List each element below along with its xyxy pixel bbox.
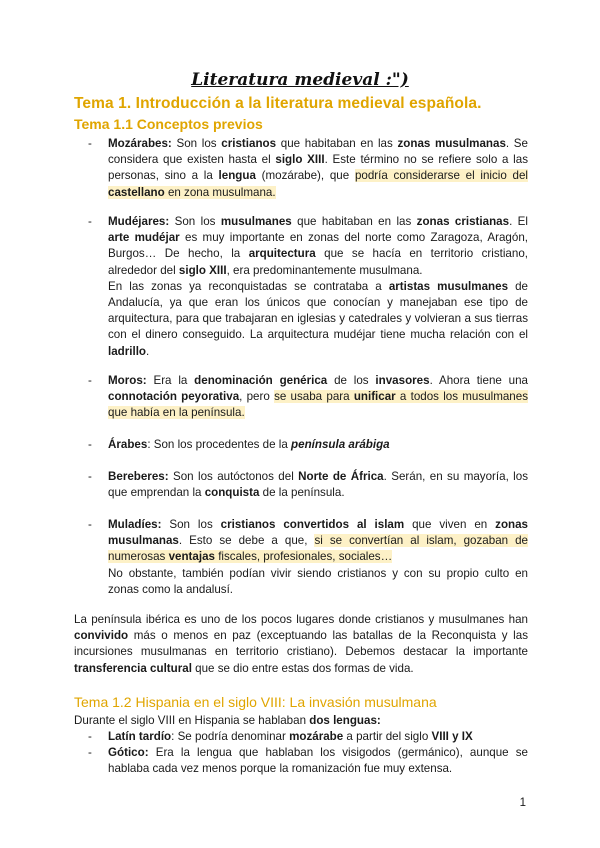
bullet-dash: - [88,215,92,228]
term: Mudéjares: [108,215,170,228]
list-item-bereberes [88,469,528,501]
heading-tema-1-1: Tema 1.1 Conceptos previos [74,116,263,132]
term: Moros: [108,374,147,387]
item-content: Mozárabes: Son los cristianos que habitaban en las zonas musulmanas. Se considera que existen hasta el siglo XIII. Este término no se refiere solo a las personas, sino a la lengua (mozárabe), que podría considerarse el inicio del castellano en zona musulmana. [108,137,529,199]
bullet-dash: - [88,518,92,531]
term: Latín tardío [108,730,172,743]
list-item-arabes [88,437,528,453]
bullet-dash: - [88,137,92,150]
highlight: se usaba para unificar a todos los musulmanes que había en la península. [108,390,528,420]
page-number: 1 [519,797,526,809]
list-item-latin-tardio [88,729,528,745]
bullet-dash: - [88,470,92,483]
term: Árabes [108,438,148,451]
bullet-dash: - [88,438,92,451]
term: Muladíes: [108,518,162,531]
term: Mozárabes: [108,137,172,150]
bullet-dash: - [88,374,92,387]
bullet-dash: - [88,730,92,743]
bullet-dash: - [88,746,92,759]
item-content: Gótico: Era la lengua que hablaban los visigodos (germánico), aunque se hablaba cada vez menos porque la romanización fue muy extensa. [108,746,528,776]
paragraph-peninsula: La península ibérica es uno de los pocos lugares donde cristianos y musulmanes han convivido más o menos en paz (exceptuando las batallas de la Reconquista y las incursiones musulmanas en territorio cristiano). Debemos destacar la importante transferencia cultural que se dio entre estas dos formas de vida. [74,613,528,675]
heading-tema-1-2: Tema 1.2 Hispania en el siglo VIII: La invasión musulmana [74,694,437,710]
paragraph-hispania-intro: Durante el siglo VIII en Hispania se hablaban dos lenguas: [74,714,381,727]
list-item-mozarabes [88,136,528,201]
heading-tema-1: Tema 1. Introducción a la literatura medieval española. [74,95,482,112]
document-title: Literatura medieval :") [191,70,409,90]
item-content: Moros: Era la denominación genérica de los invasores. Ahora tiene una connotación peyorativa, pero se usaba para unificar a todos los musulmanes que había en la península. [108,374,529,420]
item-content: Bereberes: Son los autóctonos del Norte de África. Serán, en su mayoría, los que emprendan la conquista de la península. [108,470,528,500]
term: Gótico: [108,746,149,759]
item-content: Latín tardío: Se podría denominar mozárabe a partir del siglo VIII y IX [108,730,473,743]
term: Bereberes: [108,470,169,483]
list-item-gotico [88,745,528,777]
list-item-muladies [88,517,528,598]
item-content: Árabes: Son los procedentes de la península arábiga [108,438,390,451]
highlight: podría considerarse el inicio del castellano en zona musulmana. [108,169,528,199]
list-item-mudejares [88,214,528,360]
list-item-moros [88,373,528,422]
highlight: si se convertían al islam, gozaban de numerosas ventajas fiscales, profesionales, sociales… [108,534,529,564]
item-content: Muladíes: Son los cristianos convertidos al islam que viven en zonas musulmanas. Esto se debe a que, si se convertían al islam, gozaban de numerosas ventajas fiscales, profesionales, sociales… No obstante, también podían vivir siendo cristianos y con su propio culto en zonas como la andalusí. [108,518,529,596]
item-content: Mudéjares: Son los musulmanes que habitaban en las zonas cristianas. El arte mudéjar es muy importante en zonas del norte como Zaragoza, Aragón, Burgos… De hecho, la arquitectura que se hacía en territorio cristiano, alrededor del siglo XIII, era predominantemente musulmana. En las zonas ya reconquistadas se contrataba a artistas musulmanes de Andalucía, ya que eran los únicos que conocían y manejaban ese tipo de arquitectura, para que trabajaran en iglesias y catedrales y volvieran a sus tierras con el dinero conseguido. La arquitectura mudéjar tiene mucha relación con el ladrillo. [108,215,528,358]
